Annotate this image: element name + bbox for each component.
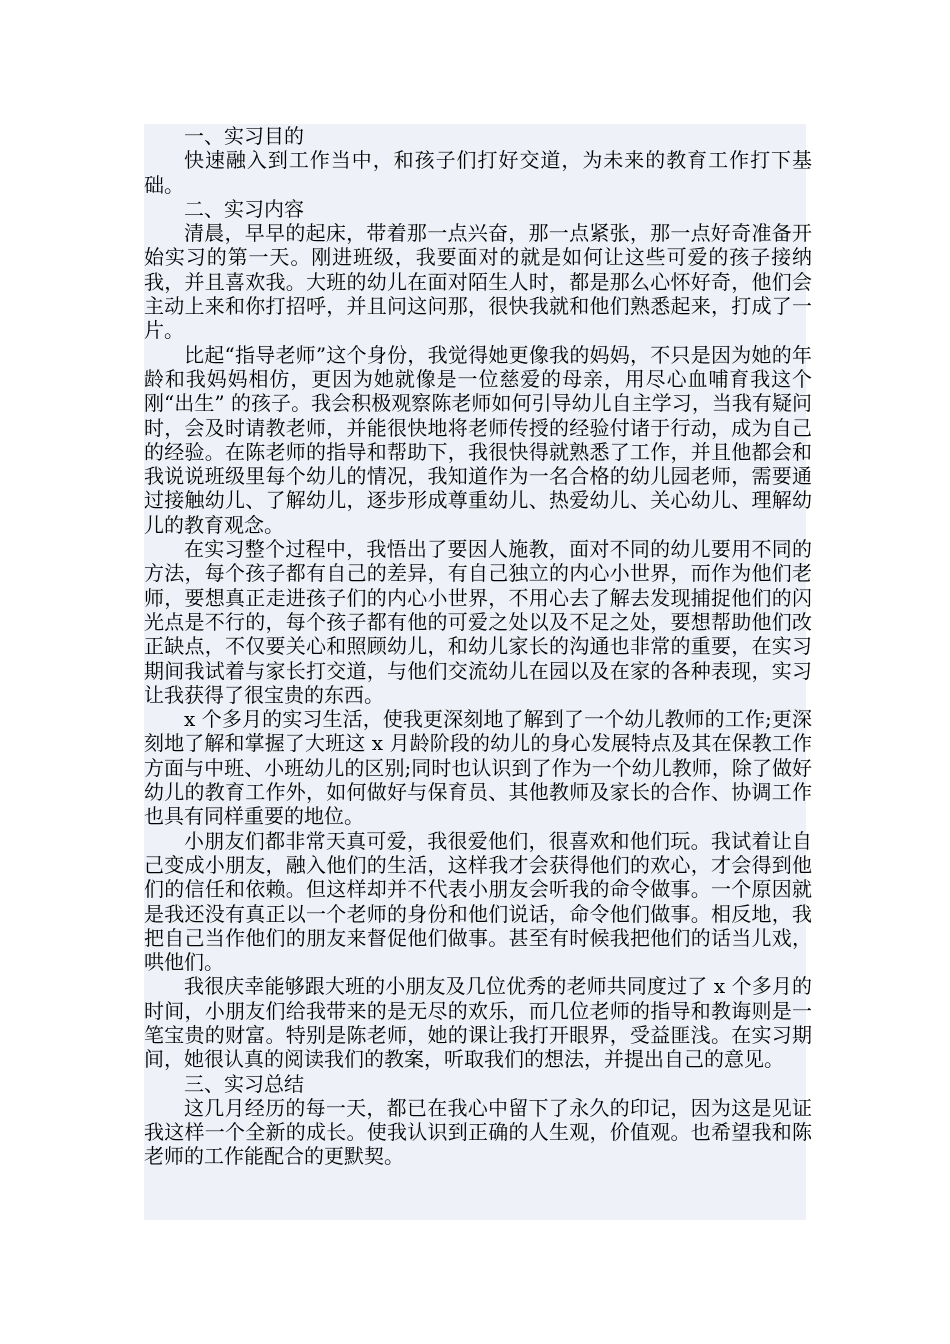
document-body: [144, 124, 812, 1169]
section-heading-content: 二、实习内容: [184, 196, 304, 221]
section-heading-summary: 三、实习总结: [184, 1071, 304, 1096]
paragraph: 在实习整个过程中，我悟出了要因人施教，面对不同的幼儿要用不同的方法，每个孩子都有自己的差异，有自己独立的内心小世界，而作为他们老师，要想真正走进孩子们的内心小世界，不用心去了解去发现捕捉他们的闪光点是不行的，每个孩子都有他的可爱之处以及不足之处，要想帮助他们改正缺点，不仅要关心和照顾幼儿，和幼儿家长的沟通也非常的重要，在实习期间我试着与家长打交道，与他们交流幼儿在园以及在家的各种表现，实习让我获得了很宝贵的东西。: [144, 537, 812, 707]
paragraph: 小朋友们都非常天真可爱，我很爱他们，很喜欢和他们玩。我试着让自己变成小朋友，融入他们的生活，这样我才会获得他们的欢心，才会得到他们的信任和依赖。但这样却并不代表小朋友会听我的命令做事。一个原因就是我还没有真正以一个老师的身份和他们说话，命令他们做事。相反地，我把自己当作他们的朋友来督促他们做事。甚至有时候我把他们的话当儿戏，哄他们。: [144, 828, 812, 975]
paragraph: 快速融入到工作当中，和孩子们打好交道，为未来的教育工作打下基础。: [144, 148, 812, 197]
section-heading-purpose: 一、实习目的: [184, 124, 304, 148]
paragraph: x 个多月的实习生活，使我更深刻地了解到了一个幼儿教师的工作;更深刻地了解和掌握了大班这 x 月龄阶段的幼儿的身心发展特点及其在保教工作方面与中班、小班幼儿的区别;同时也认识到了作为一个幼儿教师，除了做好幼儿的教育工作外，如何做好与保育员、其他教师及家长的合作、协调工作也具有同样重要的地位。: [144, 707, 812, 829]
paragraph: 清晨，早早的起床，带着那一点兴奋，那一点紧张，那一点好奇准备开始实习的第一天。刚进班级，我要面对的就是如何让这些可爱的孩子接纳我，并且喜欢我。大班的幼儿在面对陌生人时，都是那么心怀好奇，他们会主动上来和你打招呼，并且问这问那，很快我就和他们熟悉起来，打成了一片。: [144, 221, 812, 343]
paragraph: 比起“指导老师”这个身份，我觉得她更像我的妈妈，不只是因为她的年龄和我妈妈相仿，更因为她就像是一位慈爱的母亲，用尽心血哺育我这个刚“出生” 的孩子。我会积极观察陈老师如何引导幼儿自主学习，当我有疑问时，会及时请教老师，并能很快地将老师传授的经验付诸于行动，成为自己的经验。在陈老师的指导和帮助下，我很快得就熟悉了工作，并且他都会和我说说班级里每个幼儿的情况，我知道作为一名合格的幼儿园老师，需要通过接触幼儿、了解幼儿，逐步形成尊重幼儿、热爱幼儿、关心幼儿、理解幼儿的教育观念。: [144, 342, 812, 537]
paragraph: 我很庆幸能够跟大班的小朋友及几位优秀的老师共同度过了 x 个多月的时间，小朋友们给我带来的是无尽的欢乐，而几位老师的指导和教诲则是一笔宝贵的财富。特别是陈老师，她的课让我打开眼界，受益匪浅。在实习期间，她很认真的阅读我们的教案，听取我们的想法，并提出自己的意见。: [144, 974, 812, 1072]
paragraph: 这几月经历的每一天，都已在我心中留下了永久的印记，因为这是见证我这样一个全新的成长。使我认识到正确的人生观，价值观。也希望我和陈老师的工作能配合的更默契。: [144, 1095, 812, 1169]
